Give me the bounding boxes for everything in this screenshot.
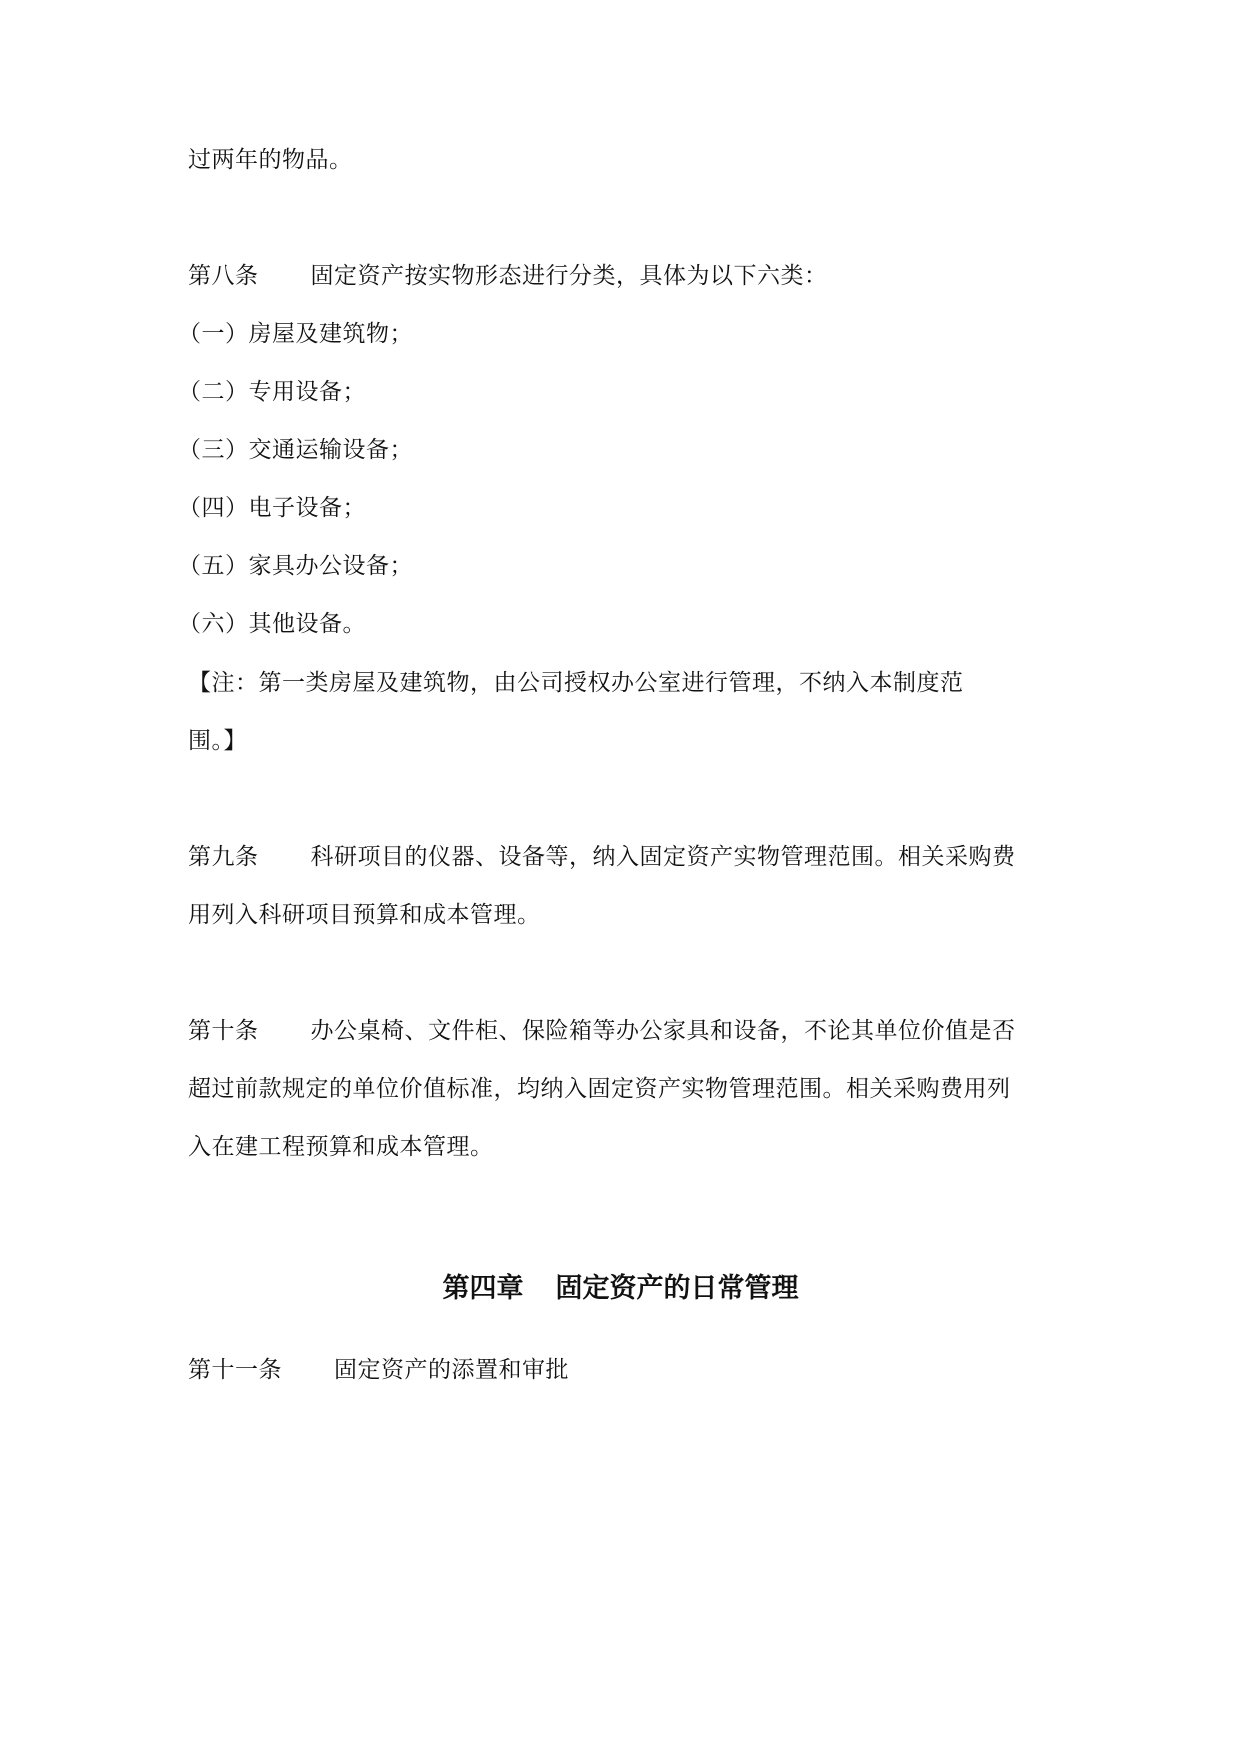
chapter-4-title: 固定资产的日常管理 [555, 1273, 799, 1304]
note-line-1: 【注：第一类房屋及建筑物，由公司授权办公室进行管理，不纳入本制度范 [188, 670, 964, 696]
chapter-4-heading [0, 1272, 1241, 1306]
article-9-text-1: 科研项目的仪器、设备等，纳入固定资产实物管理范围。相关采购费 [310, 844, 1016, 870]
article-9-line-1 [188, 842, 1016, 872]
article-8-item-5: （五）家具办公设备； [178, 553, 413, 579]
article-8-item-3: （三）交通运输设备； [178, 437, 413, 463]
article-10-number: 第十条 [188, 1018, 259, 1044]
article-8-item-1: （一）房屋及建筑物； [178, 321, 413, 347]
article-10-line-3: 入在建工程预算和成本管理。 [188, 1134, 494, 1160]
article-9-line-2: 用列入科研项目预算和成本管理。 [188, 902, 541, 928]
article-10-line-2: 超过前款规定的单位价值标准，均纳入固定资产实物管理范围。相关采购费用列 [188, 1076, 1011, 1102]
article-8-number: 第八条 [188, 263, 259, 289]
article-8 [188, 261, 828, 291]
article-8-item-6: （六）其他设备。 [178, 611, 366, 637]
article-11-number: 第十一条 [188, 1357, 282, 1383]
chapter-4-number: 第四章 [442, 1273, 524, 1304]
paragraph-continuation: 过两年的物品。 [188, 147, 353, 173]
article-9-number: 第九条 [188, 844, 259, 870]
article-8-item-2: （二）专用设备； [178, 379, 366, 405]
article-8-item-4: （四）电子设备； [178, 495, 366, 521]
article-11-text: 固定资产的添置和审批 [334, 1357, 569, 1383]
note-line-2: 围。】 [188, 728, 247, 754]
article-10-line-1 [188, 1016, 1016, 1046]
article-11 [188, 1355, 569, 1385]
article-10-text-1: 办公桌椅、文件柜、保险箱等办公家具和设备，不论其单位价值是否 [310, 1018, 1016, 1044]
article-8-text: 固定资产按实物形态进行分类，具体为以下六类： [310, 263, 828, 289]
